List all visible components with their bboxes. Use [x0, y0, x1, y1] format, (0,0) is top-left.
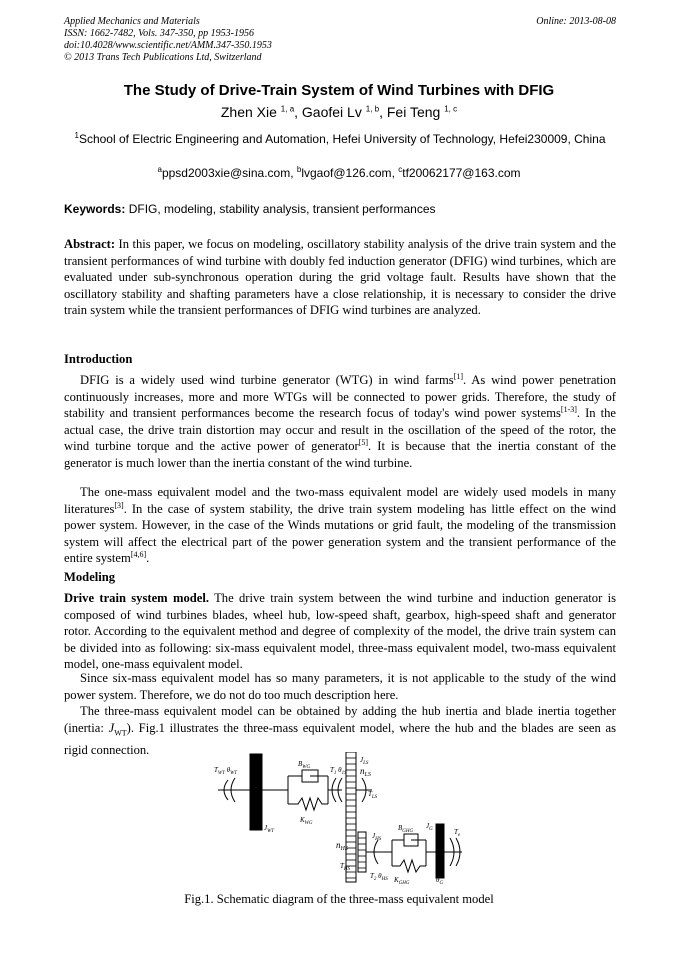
- citation: [3]: [114, 500, 124, 510]
- text-run: DFIG is a widely used wind turbine generator (WTG) in wind farms: [80, 373, 454, 387]
- keywords-text: DFIG, modeling, stability analysis, transient performances: [128, 202, 436, 216]
- intro-paragraph-2: [64, 484, 616, 567]
- email-sup: c: [398, 165, 403, 174]
- introduction-heading: Introduction: [64, 352, 133, 366]
- label-ths: $T_{HS}$: [340, 862, 351, 872]
- journal-name: Applied Mechanics and Materials: [64, 16, 200, 27]
- text-run: . It is because that the inertia constant of the generator is much lower than the inertia constant of the wind turbine.: [64, 439, 616, 470]
- paper-title: The Study of Drive-Train System of Wind Turbines with DFIG: [123, 82, 555, 99]
- text-run: . In the case of system stability, the drive train system modeling has little effect on the wind power system. However, in the case of the Winds mutations or grid fault, the modeling of the transmission system will affect the electrical part of the power generation system and the transient performance of the entire system: [64, 501, 616, 566]
- author-sup: 1, c: [444, 104, 458, 114]
- abstract: [64, 236, 616, 319]
- symbol-sub: WT: [114, 728, 127, 738]
- author-name: Gaofei Lv: [301, 104, 362, 120]
- citation: [1-3]: [560, 405, 577, 414]
- label-t1: $T_1$ $\theta_{1S}$: [330, 766, 347, 776]
- issn-line: ISSN: 1662-7482, Vols. 347-350, pp 1953-1956: [64, 28, 254, 39]
- spring: [392, 860, 426, 872]
- label-nls: $n_{LS}$: [360, 766, 371, 778]
- author-sup: 1, b: [365, 104, 380, 114]
- online-date: Online: 2013-08-08: [536, 16, 616, 27]
- author-list: Zhen Xie $^{1, a}$, Gaofei Lv $^{1, b}$, Fei Teng $^{1, c}$: [220, 104, 458, 120]
- text-run: The drive train system between the wind turbine and induction generator is composed of wind turbines blades, wheel hub, low-speed shaft, gearbox, high-speed shaft and generator rotor. According to the equivalent method and degree of complexity of the model, the drive train system can be divided into as following: six-mass equivalent model, three-mass equivalent model, two-mass equivalent model, one-mass equivalent model.: [64, 591, 616, 672]
- affiliation-text: School of Electric Engineering and Automation, Hefei University of Technology, Hefei230009, China: [78, 132, 606, 146]
- text-run: . As wind power penetration continuously increases, more and more WTGs will be connected to power grids. Therefore, the study of stability and transient performances become the research focus of today's wind power systems: [64, 373, 616, 421]
- text-run: .: [146, 551, 150, 566]
- modeling-paragraph-3: [64, 703, 616, 758]
- label-te: $T_e$: [454, 828, 461, 838]
- three-mass-model-diagram: [210, 752, 480, 884]
- label-bwg: $B_{WG}$: [298, 760, 311, 770]
- text-run: ). Fig.1 illustrates the three-mass equivalent model, where the hub and the blades are seen as rigid connection.: [64, 720, 617, 757]
- label-t2: $T_2$ $\theta_{HS}$: [370, 872, 388, 882]
- doi-line: doi:10.4028/www.scientific.net/AMM.347-350.1953: [64, 40, 272, 51]
- author-name: Zhen Xie: [220, 104, 277, 120]
- abstract-label: Abstract:: [64, 237, 116, 251]
- label-bgkg: $B_{GHG}$: [398, 824, 414, 834]
- spring: [288, 798, 328, 810]
- wind-turbine-mass: [250, 754, 262, 830]
- journal-header: [64, 16, 616, 64]
- text-run: . In the actual case, the drive train distortion may occur and result in the oscillation of the speed of the rotor, the wind turbine torque and the active power of generator: [64, 406, 616, 454]
- label-nhs: $n_{HS}$: [336, 840, 348, 852]
- gearbox-gear-large: [346, 752, 356, 882]
- label-jwt: $J_{WT}$: [264, 824, 275, 834]
- citation: [4,6]: [130, 550, 147, 560]
- email[interactable]: lvgaof@126.com: [301, 166, 392, 180]
- abstract-text: In this paper, we focus on modeling, oscillatory stability analysis of the drive train system and the transient performances of wind turbine with doubly fed induction generator (DFIG) wind turbines, which are evaluated under sub-synchronous operation during the grid voltage fault. Results have shown that the oscillatory stability and shafting parameters have a close relationship, it is necessary to consider the drive train system while the transient performances of DFIG wind turbines are analyzed.: [64, 237, 616, 318]
- email-sup: a: [157, 165, 162, 174]
- label-kwg: $K_{WG}$: [300, 816, 313, 826]
- label-twt: $T_{WT}$ $\theta_{WT}$: [214, 766, 238, 776]
- text-run: The three-mass equivalent model can be obtained by adding the hub inertia and blade inertia together (inertia:: [64, 704, 616, 735]
- email-list: $^a$ppsd2003xie@sina.com, $^b$lvgaof@126.com, $^c$tf20062177@163.com: [157, 165, 521, 180]
- label-jg: $J_G$: [426, 822, 433, 832]
- modeling-heading: Modeling: [64, 570, 116, 584]
- affiliation: [64, 132, 616, 147]
- copyright-line: © 2013 Trans Tech Publications Ltd, Switzerland: [64, 52, 262, 63]
- modeling-paragraph-1: [64, 590, 616, 673]
- modeling-paragraph-2: Since six-mass equivalent model has so many parameters, it is not applicable to the study of the wind power system. Therefore, we do not do too much description here.: [64, 671, 616, 702]
- label-jhs: $J_{HS}$: [372, 832, 382, 842]
- email[interactable]: tf20062177@163.com: [402, 166, 521, 180]
- label-tls: $T_{LS}$: [368, 790, 378, 800]
- email[interactable]: ppsd2003xie@sina.com: [161, 166, 291, 180]
- subsection-label: Drive train system model.: [64, 591, 210, 605]
- text-run: The one-mass equivalent model and the two-mass equivalent model are widely used models in many literatures: [64, 485, 616, 516]
- intro-paragraph-1: [64, 372, 616, 472]
- email-sup: b: [296, 165, 302, 174]
- keywords-label: Keywords:: [64, 202, 126, 216]
- label-theta-g: $\theta_G$: [436, 876, 444, 884]
- citation: [1]: [453, 371, 464, 381]
- figure-caption: Fig.1. Schematic diagram of the three-mass equivalent model: [184, 892, 494, 906]
- keywords: [64, 202, 616, 216]
- citation: [5]: [358, 438, 369, 448]
- generator-mass: [436, 824, 444, 878]
- label-jls: $J_{LS}$: [360, 756, 369, 766]
- symbol: J: [108, 720, 115, 735]
- affiliation-sup: 1: [74, 131, 79, 140]
- author-sup: 1, a: [280, 104, 295, 114]
- label-kgkg: $K_{GHG}$: [394, 876, 410, 884]
- author-name: Fei Teng: [386, 104, 441, 120]
